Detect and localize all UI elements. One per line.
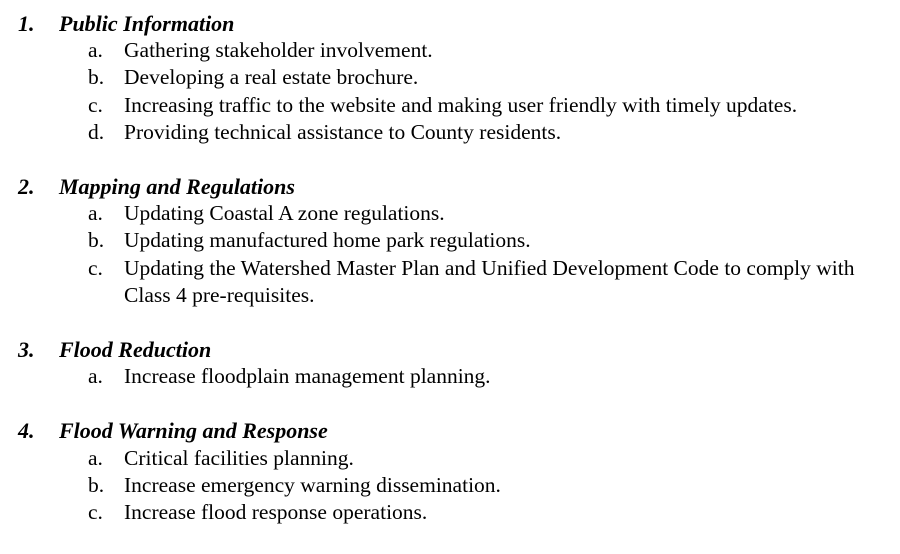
section-number: 4. [18,418,35,444]
list-item [0,445,900,472]
list-item [0,499,900,526]
list-item [0,363,900,390]
item-text: Critical facilities planning. [124,445,354,470]
item-text: Increase emergency warning dissemination. [124,472,501,497]
list-item [0,472,900,499]
item-text: Providing technical assistance to County residents. [124,119,562,144]
document-body [0,10,900,554]
item-letter: b. [88,228,105,253]
section-title: Public Information [59,10,235,36]
list-item [0,37,900,64]
section-number: 3. [18,336,35,362]
item-text: Updating Coastal A zone regulations. [124,201,445,226]
section-heading [0,418,900,445]
list-item [0,92,900,119]
section-heading [0,173,900,200]
section-title: Flood Warning and Response [59,418,328,444]
item-text: Increase floodplain management planning. [124,364,491,389]
item-letter: d. [88,119,105,144]
section-number: 2. [18,173,35,199]
item-letter: b. [88,472,105,497]
section-flood-reduction [0,336,900,390]
section-mapping-and-regulations [0,173,900,309]
item-text: Updating manufactured home park regulations. [124,228,531,253]
item-letter: a. [88,38,103,62]
section-public-information [0,10,900,146]
list-item [0,227,900,254]
item-letter: a. [88,445,103,470]
item-text: Developing a real estate brochure. [124,65,419,90]
list-item [0,64,900,91]
section-number: 1. [18,10,35,36]
list-item [0,255,900,310]
list-item [0,119,900,146]
item-text: Increase flood response operations. [124,500,428,525]
item-letter: c. [88,92,103,117]
item-text: Updating the Watershed Master Plan and Unified Development Code to comply with Class 4 pre-requisites. [124,255,855,308]
item-letter: c. [88,255,103,280]
item-text: Increasing traffic to the website and making user friendly with timely updates. [124,92,798,117]
item-letter: c. [88,500,103,525]
item-text: Gathering stakeholder involvement. [124,38,433,62]
section-flood-warning-and-response [0,418,900,527]
item-letter: a. [88,364,103,389]
section-heading [0,336,900,363]
section-title: Flood Reduction [59,336,212,362]
item-letter: a. [88,201,103,226]
section-title: Mapping and Regulations [59,173,295,199]
section-heading [0,10,900,37]
list-item [0,200,900,227]
item-letter: b. [88,65,105,90]
